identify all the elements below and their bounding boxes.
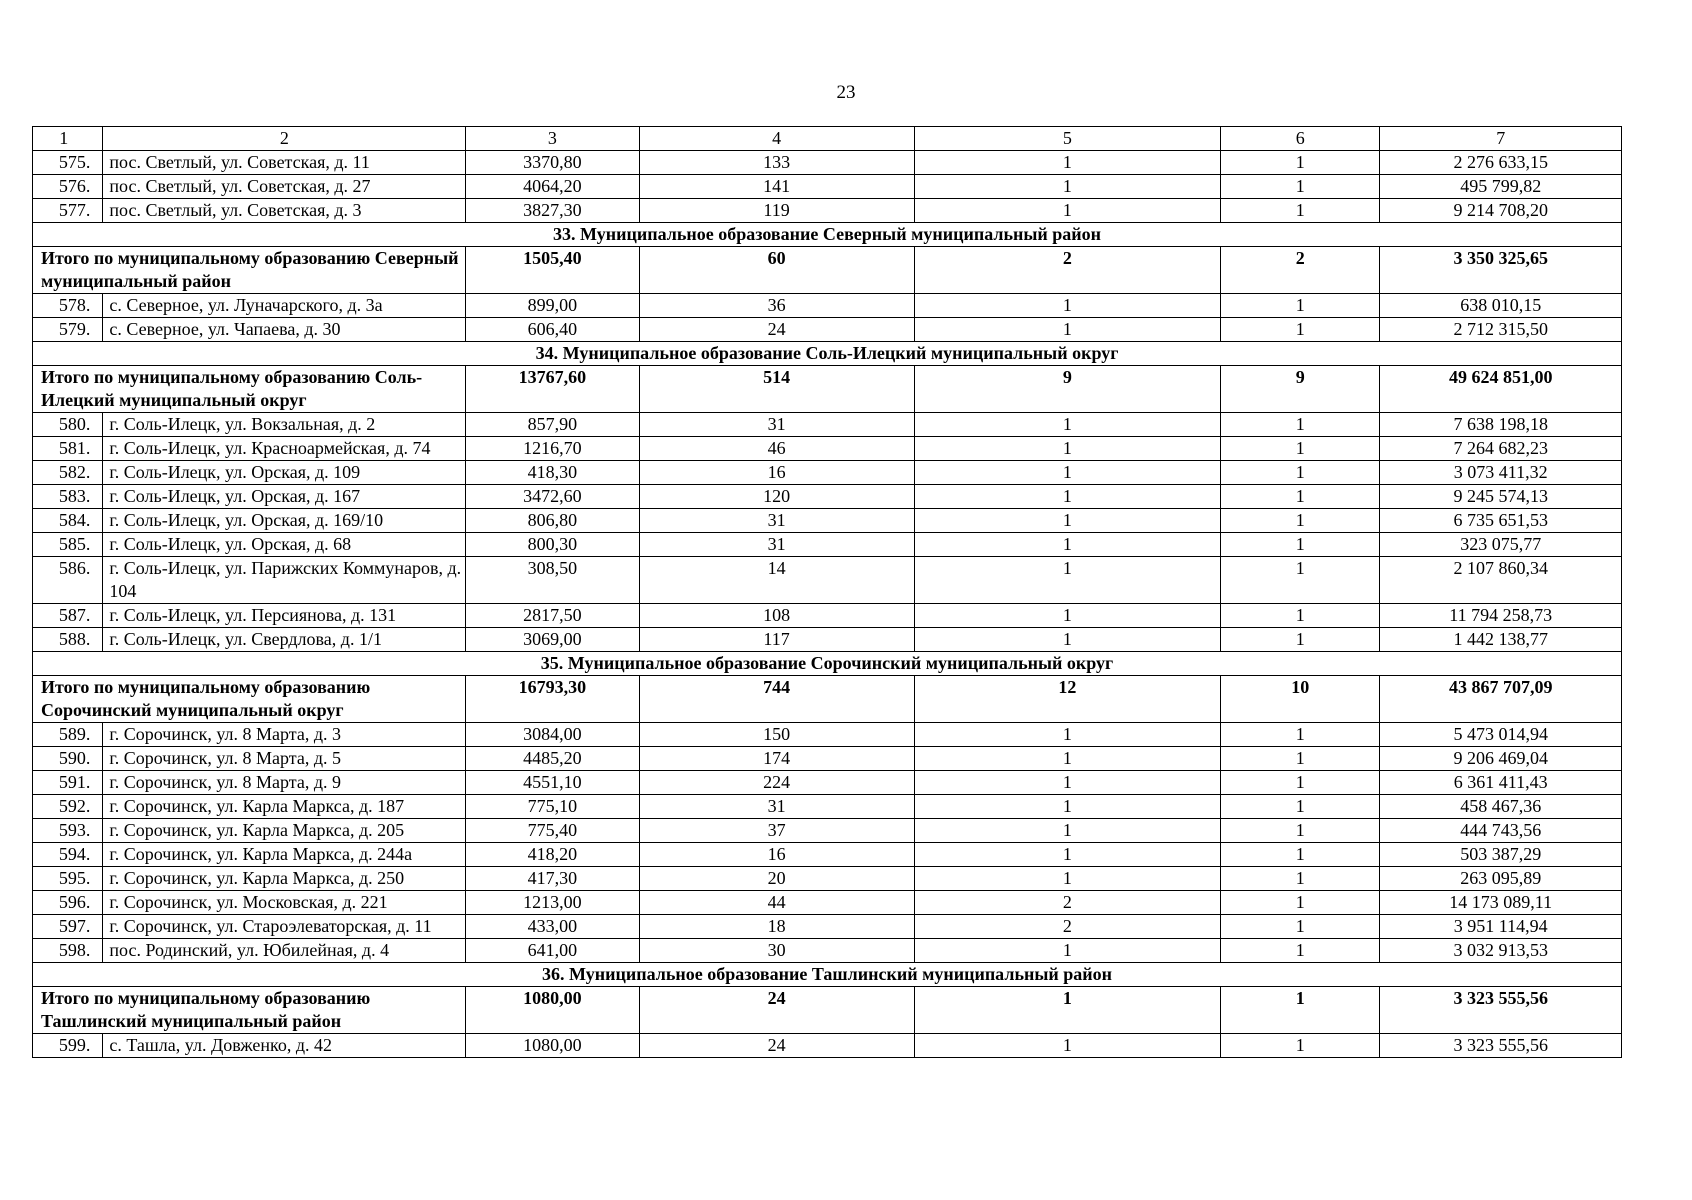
- table-row: [33, 318, 1622, 342]
- row-col4: 44: [639, 891, 914, 915]
- row-area: 1080,00: [466, 1034, 639, 1058]
- row-cost: 2 107 860,34: [1380, 557, 1622, 604]
- row-col4: 37: [639, 819, 914, 843]
- row-address: с. Северное, ул. Чапаева, д. 30: [103, 318, 466, 342]
- row-col5: 1: [914, 939, 1221, 963]
- row-col6: 1: [1221, 747, 1380, 771]
- total-col5: 1: [914, 987, 1221, 1034]
- row-col5: 1: [914, 723, 1221, 747]
- row-col6: 1: [1221, 294, 1380, 318]
- row-number: 577.: [33, 199, 103, 223]
- total-col6: 2: [1221, 247, 1380, 294]
- row-area: 1216,70: [466, 437, 639, 461]
- row-col4: 141: [639, 175, 914, 199]
- row-col6: 1: [1221, 509, 1380, 533]
- row-col5: 1: [914, 867, 1221, 891]
- row-cost: 2 712 315,50: [1380, 318, 1622, 342]
- row-number: 598.: [33, 939, 103, 963]
- data-table: [32, 126, 1622, 1058]
- row-address: пос. Светлый, ул. Советская, д. 11: [103, 151, 466, 175]
- section-row: [33, 652, 1622, 676]
- row-number: 597.: [33, 915, 103, 939]
- row-area: 2817,50: [466, 604, 639, 628]
- table-row: [33, 819, 1622, 843]
- total-col5: 12: [914, 676, 1221, 723]
- row-address: г. Сорочинск, ул. 8 Марта, д. 5: [103, 747, 466, 771]
- row-col4: 20: [639, 867, 914, 891]
- row-col5: 1: [914, 843, 1221, 867]
- row-area: 417,30: [466, 867, 639, 891]
- row-col4: 224: [639, 771, 914, 795]
- row-address: г. Соль-Илецк, ул. Красноармейская, д. 74: [103, 437, 466, 461]
- row-area: 857,90: [466, 413, 639, 437]
- row-col4: 120: [639, 485, 914, 509]
- row-address: г. Сорочинск, ул. 8 Марта, д. 3: [103, 723, 466, 747]
- row-col5: 1: [914, 628, 1221, 652]
- row-col4: 174: [639, 747, 914, 771]
- row-area: 3472,60: [466, 485, 639, 509]
- row-col6: 1: [1221, 867, 1380, 891]
- row-cost: 7 264 682,23: [1380, 437, 1622, 461]
- row-col5: 1: [914, 604, 1221, 628]
- row-number: 583.: [33, 485, 103, 509]
- row-area: 3084,00: [466, 723, 639, 747]
- row-col5: 1: [914, 199, 1221, 223]
- row-number: 599.: [33, 1034, 103, 1058]
- row-cost: 9 206 469,04: [1380, 747, 1622, 771]
- row-col6: 1: [1221, 485, 1380, 509]
- row-area: 433,00: [466, 915, 639, 939]
- table-row: [33, 294, 1622, 318]
- row-address: с. Ташла, ул. Довженко, д. 42: [103, 1034, 466, 1058]
- table-row: [33, 747, 1622, 771]
- row-area: 4485,20: [466, 747, 639, 771]
- row-col6: 1: [1221, 843, 1380, 867]
- row-area: 800,30: [466, 533, 639, 557]
- row-cost: 11 794 258,73: [1380, 604, 1622, 628]
- row-cost: 495 799,82: [1380, 175, 1622, 199]
- row-address: с. Северное, ул. Луначарского, д. 3а: [103, 294, 466, 318]
- row-cost: 323 075,77: [1380, 533, 1622, 557]
- header-cell-1: 1: [33, 127, 103, 151]
- page-number: 23: [836, 82, 856, 103]
- row-address: г. Сорочинск, ул. Московская, д. 221: [103, 891, 466, 915]
- row-address: г. Соль-Илецк, ул. Орская, д. 167: [103, 485, 466, 509]
- row-col4: 24: [639, 318, 914, 342]
- total-area: 1080,00: [466, 987, 639, 1034]
- section-title: 36. Муниципальное образование Ташлинский муниципальный район: [33, 963, 1622, 987]
- row-col5: 1: [914, 533, 1221, 557]
- row-cost: 5 473 014,94: [1380, 723, 1622, 747]
- row-col4: 31: [639, 509, 914, 533]
- row-number: 591.: [33, 771, 103, 795]
- row-col5: 1: [914, 557, 1221, 604]
- header-cell-3: 3: [466, 127, 639, 151]
- row-col6: 1: [1221, 891, 1380, 915]
- header-cell-5: 5: [914, 127, 1221, 151]
- row-number: 588.: [33, 628, 103, 652]
- table-row: [33, 867, 1622, 891]
- row-number: 585.: [33, 533, 103, 557]
- row-number: 584.: [33, 509, 103, 533]
- row-address: г. Сорочинск, ул. Карла Маркса, д. 187: [103, 795, 466, 819]
- header-cell-4: 4: [639, 127, 914, 151]
- row-cost: 9 245 574,13: [1380, 485, 1622, 509]
- row-area: 418,30: [466, 461, 639, 485]
- row-area: 418,20: [466, 843, 639, 867]
- row-area: 3370,80: [466, 151, 639, 175]
- row-cost: 503 387,29: [1380, 843, 1622, 867]
- section-title: 35. Муниципальное образование Сорочинский муниципальный округ: [33, 652, 1622, 676]
- row-col5: 1: [914, 318, 1221, 342]
- row-col6: 1: [1221, 175, 1380, 199]
- row-col4: 16: [639, 461, 914, 485]
- row-cost: 3 951 114,94: [1380, 915, 1622, 939]
- row-col6: 1: [1221, 771, 1380, 795]
- row-number: 578.: [33, 294, 103, 318]
- row-cost: 14 173 089,11: [1380, 891, 1622, 915]
- row-number: 593.: [33, 819, 103, 843]
- row-col6: 1: [1221, 437, 1380, 461]
- row-area: 4551,10: [466, 771, 639, 795]
- row-area: 899,00: [466, 294, 639, 318]
- row-col4: 16: [639, 843, 914, 867]
- row-cost: 3 073 411,32: [1380, 461, 1622, 485]
- total-cost: 3 350 325,65: [1380, 247, 1622, 294]
- section-title: 33. Муниципальное образование Северный муниципальный район: [33, 223, 1622, 247]
- row-number: 592.: [33, 795, 103, 819]
- total-label: Итого по муниципальному образованию Соль-Илецкий муниципальный округ: [33, 366, 466, 413]
- row-col6: 1: [1221, 557, 1380, 604]
- row-col6: 1: [1221, 915, 1380, 939]
- row-cost: 7 638 198,18: [1380, 413, 1622, 437]
- total-area: 13767,60: [466, 366, 639, 413]
- row-area: 3069,00: [466, 628, 639, 652]
- row-address: г. Соль-Илецк, ул. Орская, д. 68: [103, 533, 466, 557]
- total-area: 1505,40: [466, 247, 639, 294]
- total-cost: 3 323 555,56: [1380, 987, 1622, 1034]
- table-row: [33, 461, 1622, 485]
- table-row: [33, 939, 1622, 963]
- row-cost: 3 323 555,56: [1380, 1034, 1622, 1058]
- total-area: 16793,30: [466, 676, 639, 723]
- row-area: 775,40: [466, 819, 639, 843]
- row-area: 3827,30: [466, 199, 639, 223]
- row-area: 308,50: [466, 557, 639, 604]
- row-col6: 1: [1221, 1034, 1380, 1058]
- header-row: [33, 127, 1622, 151]
- row-number: 576.: [33, 175, 103, 199]
- total-col4: 60: [639, 247, 914, 294]
- row-address: пос. Светлый, ул. Советская, д. 3: [103, 199, 466, 223]
- row-col6: 1: [1221, 939, 1380, 963]
- row-address: пос. Светлый, ул. Советская, д. 27: [103, 175, 466, 199]
- row-number: 589.: [33, 723, 103, 747]
- table-row: [33, 437, 1622, 461]
- total-col5: 9: [914, 366, 1221, 413]
- section-row: [33, 342, 1622, 366]
- row-col6: 1: [1221, 461, 1380, 485]
- header-cell-6: 6: [1221, 127, 1380, 151]
- row-number: 595.: [33, 867, 103, 891]
- table-row: [33, 795, 1622, 819]
- row-col5: 1: [914, 175, 1221, 199]
- row-address: г. Сорочинск, ул. Карла Маркса, д. 205: [103, 819, 466, 843]
- row-number: 594.: [33, 843, 103, 867]
- row-area: 775,10: [466, 795, 639, 819]
- row-col4: 14: [639, 557, 914, 604]
- row-col6: 1: [1221, 628, 1380, 652]
- row-address: г. Сорочинск, ул. Староэлеваторская, д. 11: [103, 915, 466, 939]
- row-col4: 108: [639, 604, 914, 628]
- total-row: [33, 676, 1622, 723]
- row-address: г. Сорочинск, ул. Карла Маркса, д. 244а: [103, 843, 466, 867]
- total-row: [33, 247, 1622, 294]
- total-col6: 10: [1221, 676, 1380, 723]
- table-row: [33, 485, 1622, 509]
- row-col5: 1: [914, 819, 1221, 843]
- row-address: пос. Родинский, ул. Юбилейная, д. 4: [103, 939, 466, 963]
- section-title: 34. Муниципальное образование Соль-Илецкий муниципальный округ: [33, 342, 1622, 366]
- row-address: г. Соль-Илецк, ул. Парижских Коммунаров, д. 104: [103, 557, 466, 604]
- row-col6: 1: [1221, 795, 1380, 819]
- table-row: [33, 151, 1622, 175]
- row-col4: 18: [639, 915, 914, 939]
- row-address: г. Соль-Илецк, ул. Свердлова, д. 1/1: [103, 628, 466, 652]
- header-cell-7: 7: [1380, 127, 1622, 151]
- row-address: г. Соль-Илецк, ул. Орская, д. 109: [103, 461, 466, 485]
- row-number: 582.: [33, 461, 103, 485]
- row-number: 575.: [33, 151, 103, 175]
- table-row: [33, 557, 1622, 604]
- row-cost: 638 010,15: [1380, 294, 1622, 318]
- total-col4: 24: [639, 987, 914, 1034]
- table-row: [33, 843, 1622, 867]
- row-col5: 1: [914, 461, 1221, 485]
- table-body: [33, 127, 1622, 1058]
- row-col4: 30: [639, 939, 914, 963]
- row-cost: 6 735 651,53: [1380, 509, 1622, 533]
- row-col4: 117: [639, 628, 914, 652]
- row-number: 580.: [33, 413, 103, 437]
- row-col4: 36: [639, 294, 914, 318]
- row-area: 641,00: [466, 939, 639, 963]
- total-label: Итого по муниципальному образованию Ташлинский муниципальный район: [33, 987, 466, 1034]
- row-col5: 1: [914, 413, 1221, 437]
- row-cost: 458 467,36: [1380, 795, 1622, 819]
- row-col5: 2: [914, 915, 1221, 939]
- row-col5: 1: [914, 771, 1221, 795]
- row-col6: 1: [1221, 723, 1380, 747]
- row-col4: 150: [639, 723, 914, 747]
- row-cost: 1 442 138,77: [1380, 628, 1622, 652]
- total-col6: 9: [1221, 366, 1380, 413]
- row-cost: 6 361 411,43: [1380, 771, 1622, 795]
- row-number: 586.: [33, 557, 103, 604]
- row-col4: 46: [639, 437, 914, 461]
- row-area: 4064,20: [466, 175, 639, 199]
- row-number: 596.: [33, 891, 103, 915]
- row-col5: 2: [914, 891, 1221, 915]
- table-row: [33, 413, 1622, 437]
- total-cost: 43 867 707,09: [1380, 676, 1622, 723]
- row-col6: 1: [1221, 413, 1380, 437]
- row-number: 590.: [33, 747, 103, 771]
- table-row: [33, 771, 1622, 795]
- row-col6: 1: [1221, 199, 1380, 223]
- total-label: Итого по муниципальному образованию Северный муниципальный район: [33, 247, 466, 294]
- row-cost: 3 032 913,53: [1380, 939, 1622, 963]
- row-cost: 263 095,89: [1380, 867, 1622, 891]
- row-col6: 1: [1221, 819, 1380, 843]
- table-row: [33, 1034, 1622, 1058]
- total-col4: 744: [639, 676, 914, 723]
- row-address: г. Соль-Илецк, ул. Орская, д. 169/10: [103, 509, 466, 533]
- row-col5: 1: [914, 485, 1221, 509]
- row-col5: 1: [914, 294, 1221, 318]
- table-row: [33, 509, 1622, 533]
- table-row: [33, 915, 1622, 939]
- total-label: Итого по муниципальному образованию Сорочинский муниципальный округ: [33, 676, 466, 723]
- row-cost: 2 276 633,15: [1380, 151, 1622, 175]
- row-area: 806,80: [466, 509, 639, 533]
- section-row: [33, 963, 1622, 987]
- table-row: [33, 891, 1622, 915]
- row-col5: 1: [914, 795, 1221, 819]
- table-row: [33, 723, 1622, 747]
- total-cost: 49 624 851,00: [1380, 366, 1622, 413]
- row-col4: 31: [639, 413, 914, 437]
- row-col6: 1: [1221, 533, 1380, 557]
- row-number: 587.: [33, 604, 103, 628]
- row-address: г. Соль-Илецк, ул. Персиянова, д. 131: [103, 604, 466, 628]
- row-cost: 9 214 708,20: [1380, 199, 1622, 223]
- row-col5: 1: [914, 747, 1221, 771]
- row-col4: 31: [639, 795, 914, 819]
- row-cost: 444 743,56: [1380, 819, 1622, 843]
- table-row: [33, 533, 1622, 557]
- row-address: г. Соль-Илецк, ул. Вокзальная, д. 2: [103, 413, 466, 437]
- row-col4: 119: [639, 199, 914, 223]
- row-col4: 31: [639, 533, 914, 557]
- row-address: г. Сорочинск, ул. 8 Марта, д. 9: [103, 771, 466, 795]
- row-area: 606,40: [466, 318, 639, 342]
- row-col5: 1: [914, 151, 1221, 175]
- total-col5: 2: [914, 247, 1221, 294]
- row-col6: 1: [1221, 151, 1380, 175]
- table-row: [33, 199, 1622, 223]
- total-row: [33, 366, 1622, 413]
- row-address: г. Сорочинск, ул. Карла Маркса, д. 250: [103, 867, 466, 891]
- row-col5: 1: [914, 437, 1221, 461]
- row-col5: 1: [914, 1034, 1221, 1058]
- table-row: [33, 604, 1622, 628]
- row-col4: 133: [639, 151, 914, 175]
- row-col6: 1: [1221, 318, 1380, 342]
- total-col4: 514: [639, 366, 914, 413]
- row-number: 581.: [33, 437, 103, 461]
- row-col4: 24: [639, 1034, 914, 1058]
- table-row: [33, 628, 1622, 652]
- section-row: [33, 223, 1622, 247]
- total-row: [33, 987, 1622, 1034]
- header-cell-2: 2: [103, 127, 466, 151]
- table-row: [33, 175, 1622, 199]
- total-col6: 1: [1221, 987, 1380, 1034]
- row-col6: 1: [1221, 604, 1380, 628]
- row-number: 579.: [33, 318, 103, 342]
- row-col5: 1: [914, 509, 1221, 533]
- row-area: 1213,00: [466, 891, 639, 915]
